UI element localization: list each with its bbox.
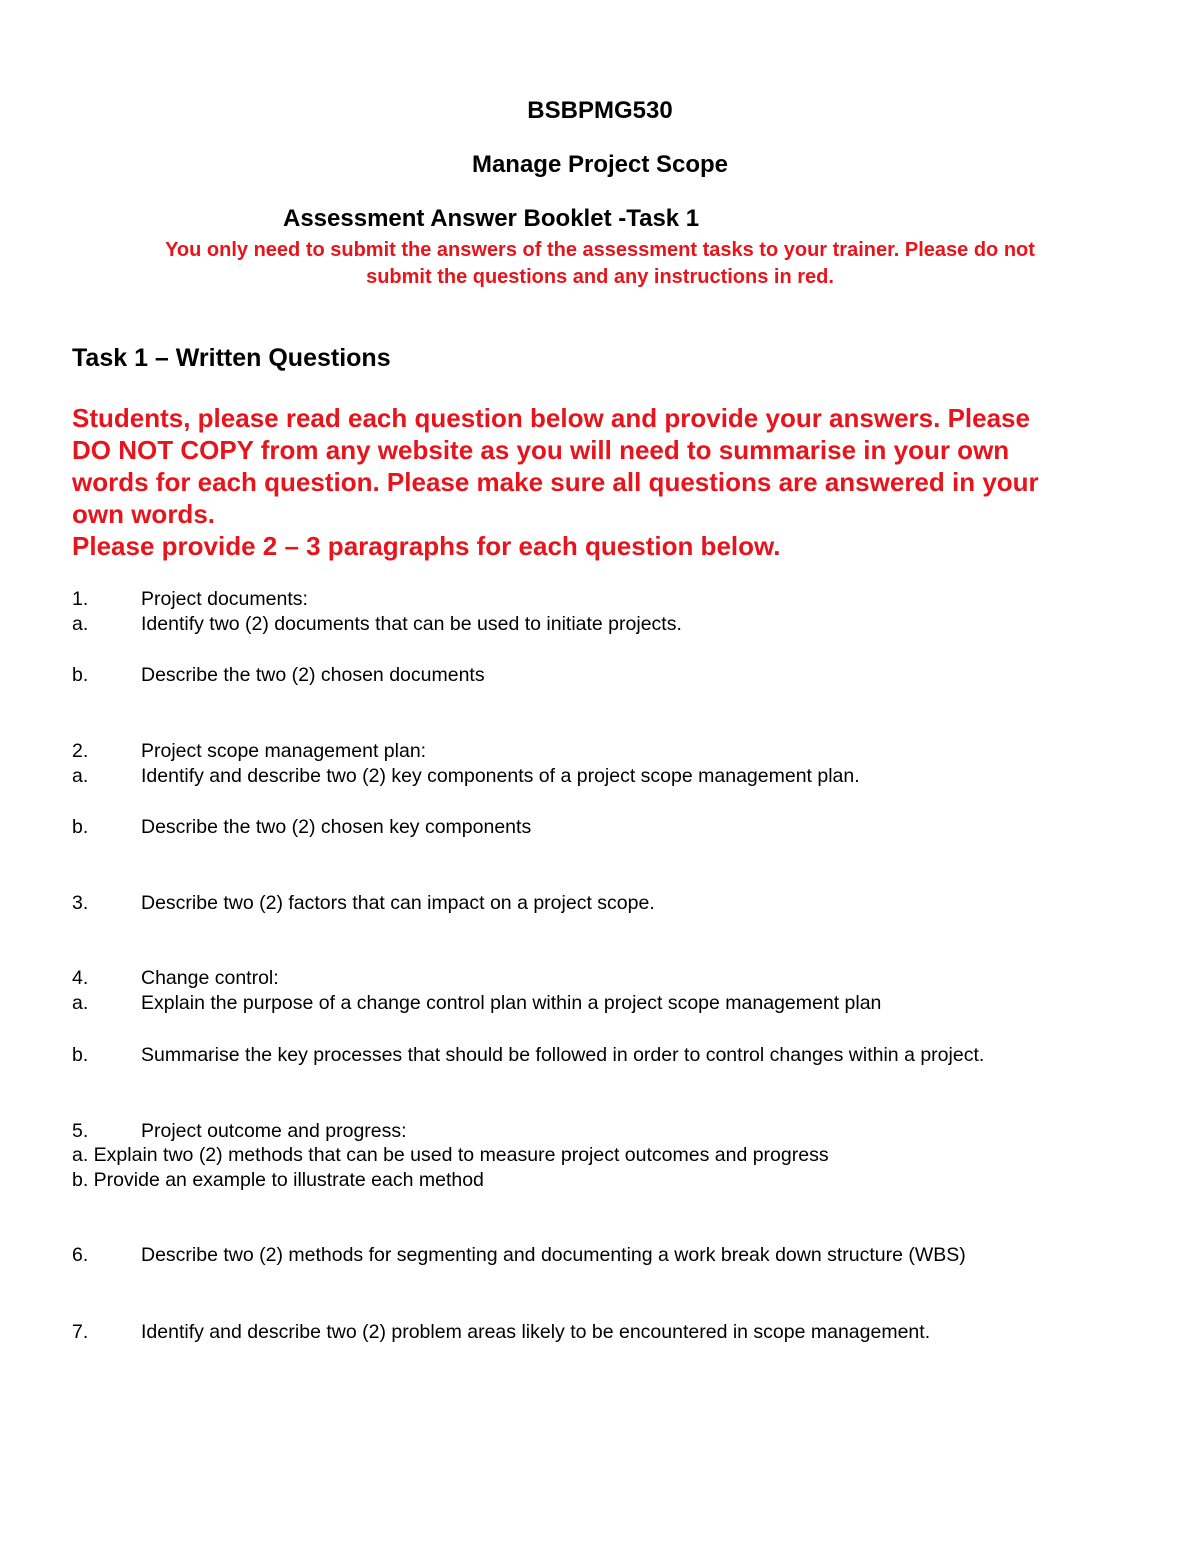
question-4-number: 4. [72,967,89,989]
question-5b-text: b. Provide an example to illustrate each method [72,1169,484,1191]
question-5a-text: a. Explain two (2) methods that can be used to measure project outcomes and progress [72,1144,829,1166]
unit-title: Manage Project Scope [471,151,729,178]
instruction-line-4: own words. [72,499,215,529]
question-6-text: Describe two (2) methods for segmenting and documenting a work break down structure (WBS) [141,1244,966,1266]
question-2a-label: a. [72,765,89,787]
instruction-line-2: DO NOT COPY from any website as you will need to summarise in your own [72,435,1010,465]
instruction-line-5: Please provide 2 – 3 paragraphs for each question below. [72,531,781,561]
question-7-text: Identify and describe two (2) problem areas likely to be encountered in scope management. [141,1321,931,1343]
question-1a-label: a. [72,613,89,635]
question-7-number: 7. [72,1321,89,1343]
question-2a-text: Identify and describe two (2) key components of a project scope management plan. [141,765,860,787]
instruction-line-1: Students, please read each question below and provide your answers. Please [72,403,1030,433]
submission-note-line-1: You only need to submit the answers of the assessment tasks to your trainer. Please do not [165,239,1035,261]
section-heading: Task 1 – Written Questions [72,344,391,372]
question-6-number: 6. [72,1244,89,1266]
booklet-title: Assessment Answer Booklet -Task 1 [283,205,700,232]
question-3-text: Describe two (2) factors that can impact on a project scope. [141,892,655,914]
question-4b-text: Summarise the key processes that should be followed in order to control changes within a project. [141,1044,985,1066]
question-4b-label: b. [72,1044,89,1066]
question-2-text: Project scope management plan: [141,740,427,762]
question-1-text: Project documents: [141,588,308,610]
question-4-text: Change control: [141,967,279,989]
question-2-number: 2. [72,740,89,762]
question-5-number: 5. [72,1120,89,1142]
instruction-line-3: words for each question. Please make sure all questions are answered in your [72,467,1039,497]
question-1a-text: Identify two (2) documents that can be used to initiate projects. [141,613,682,635]
submission-note-line-2: submit the questions and any instructions in red. [366,266,834,288]
question-2b-text: Describe the two (2) chosen key components [141,816,532,838]
question-4a-label: a. [72,992,89,1014]
question-1b-label: b. [72,664,89,686]
question-4a-text: Explain the purpose of a change control plan within a project scope management plan [141,992,882,1014]
question-1-number: 1. [72,588,89,610]
question-1b-text: Describe the two (2) chosen documents [141,664,485,686]
question-2b-label: b. [72,816,89,838]
unit-code: BSBPMG530 [527,97,673,124]
question-3-number: 3. [72,892,89,914]
question-5-text: Project outcome and progress: [141,1120,407,1142]
